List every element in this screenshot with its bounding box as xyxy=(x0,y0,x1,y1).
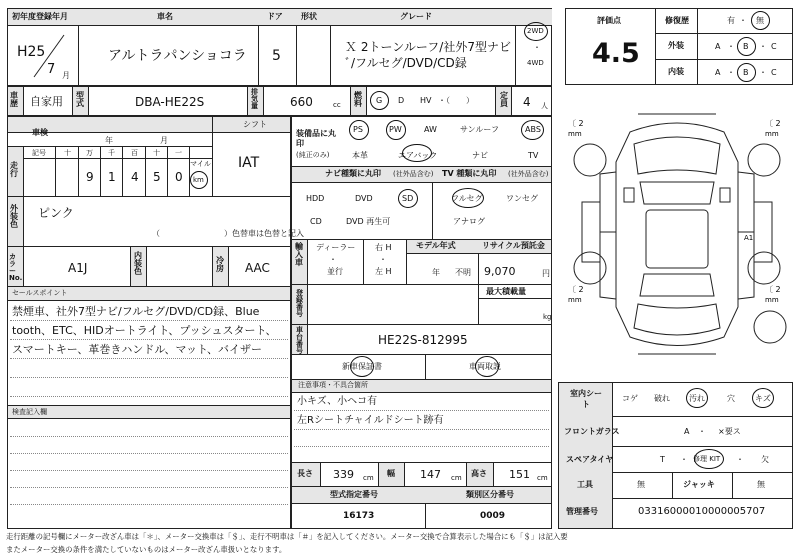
shift-label: シフト xyxy=(243,120,267,129)
svg-text:〔 2: 〔 2 xyxy=(765,119,781,128)
color-label: 外装色 xyxy=(10,204,18,229)
chassis-value: HE22S-812995 xyxy=(378,333,468,347)
tools-label: 工具 xyxy=(577,480,593,489)
sales-line-3: スマートキー、革巻きハンドル、マット、バイザー xyxy=(12,343,263,356)
tv-analog: アナログ xyxy=(453,217,485,226)
chassis-label: 車台番号 xyxy=(296,326,303,355)
height-value: 151 xyxy=(509,468,530,481)
spec-number: 16173 xyxy=(343,511,375,521)
length-label: 長さ xyxy=(297,469,313,478)
interior-grade: B xyxy=(743,68,749,77)
interior-color-label: 内装色 xyxy=(134,251,142,276)
seat-label: 室内シート xyxy=(570,389,602,410)
equip-leather: 本革 xyxy=(352,151,368,160)
navi-hdd: HDD xyxy=(306,194,325,203)
svg-text:〔 2: 〔 2 xyxy=(568,285,584,294)
equip-navi: ナビ xyxy=(472,151,488,160)
equip-pw: PW xyxy=(389,125,402,134)
color-no-value: A1J xyxy=(68,261,88,275)
door-label: ドア xyxy=(267,12,283,21)
svg-text:mm: mm xyxy=(765,130,779,138)
color-note: （ ）色替車は色替と記入 xyxy=(152,229,304,238)
height-label: 高さ xyxy=(471,469,487,478)
score-label: 評価点 xyxy=(597,16,621,25)
footer-note-2: またメーター交換の条件を満たしていないものはメーター改ざん車扱いとなります。 xyxy=(6,545,287,554)
svg-text:mm: mm xyxy=(568,296,582,304)
model-year-label: モデル年式 xyxy=(416,241,456,250)
notes-label: 注意事項・不具合箇所 xyxy=(298,381,368,389)
repair-history-label: 修復歴 xyxy=(665,16,689,25)
notes-line-1: 小キズ、小ヘコ有 xyxy=(297,396,378,407)
navi-dvd-play: DVD 再生可 xyxy=(346,217,391,226)
grade-label: グレード xyxy=(400,12,432,21)
first-reg-label: 初年度登録年月 xyxy=(12,12,68,21)
color-no-label: カラーNo. xyxy=(9,253,23,282)
left-block xyxy=(7,116,291,529)
interior-label: 内装 xyxy=(668,67,684,76)
displacement-value: 660 xyxy=(290,95,313,109)
damage-marker-a1: A1 xyxy=(744,234,754,242)
class-number: 0009 xyxy=(480,511,506,521)
sales-points-label: セールスポイント xyxy=(12,289,68,297)
equip-ps: PS xyxy=(353,125,363,134)
mileage-digit-5: 0 xyxy=(175,170,183,184)
tv-label: TV 種類に丸印 xyxy=(442,169,497,178)
mileage-digit-2: 1 xyxy=(108,170,116,184)
navi-cd: CD xyxy=(310,217,322,226)
width-value: 147 xyxy=(420,468,441,481)
jack-value: 無 xyxy=(757,480,765,489)
equip-abs: ABS xyxy=(525,125,541,134)
inspection-label: 車検 xyxy=(32,128,48,137)
first-reg-month: 7 xyxy=(47,62,56,77)
spec-number-label: 型式指定番号 xyxy=(330,490,378,499)
recycle-label: リサイクル預託金 xyxy=(482,241,545,250)
mileage-digit-1: 9 xyxy=(86,170,94,184)
registration-label: 登録番号 xyxy=(296,289,303,318)
equip-airbag: エアバック xyxy=(398,151,438,160)
ac-value: AAC xyxy=(245,261,270,275)
shift-value: IAT xyxy=(238,155,260,171)
model-value: DBA-HE22S xyxy=(135,95,205,109)
grade-line-2: ﾞ/フルセグ/DVD/CD録 xyxy=(345,56,467,70)
month-unit: 月 xyxy=(62,71,70,80)
tools-value: 無 xyxy=(637,480,645,489)
model-label: 型式 xyxy=(76,91,84,108)
shape-label: 形状 xyxy=(301,12,317,21)
sales-line-2: tooth、ETC、HIDオートライト、プッシュスタート、 xyxy=(12,324,277,337)
svg-text:mm: mm xyxy=(568,130,582,138)
car-name-label: 車名 xyxy=(157,12,173,21)
inspection-records-label: 検査記入欄 xyxy=(12,408,47,416)
svg-text:〔 2: 〔 2 xyxy=(765,285,781,294)
fuel-label: 燃料 xyxy=(354,91,362,108)
exterior-grade: B xyxy=(743,42,749,51)
class-number-label: 類別区分番号 xyxy=(466,490,514,499)
manual-label: 車両取説 xyxy=(469,362,501,371)
equip-tv: TV xyxy=(528,151,539,160)
displacement-label: 排気量 xyxy=(251,88,258,110)
usage-label: 車歴 xyxy=(10,91,18,108)
evaluation-score: 4.5 xyxy=(592,38,640,69)
drive-4wd: 4WD xyxy=(527,59,544,67)
color-value: ピンク xyxy=(38,206,74,220)
mm-mark-1: 〔 2 xyxy=(568,119,584,128)
repair-no: 無 xyxy=(756,16,764,25)
equipment-label: 装備品に丸印 xyxy=(296,129,336,149)
tv-fullseg: フルセグ xyxy=(451,194,483,203)
usage-value: 自家用 xyxy=(30,95,63,108)
repair-yes: 有 xyxy=(727,16,735,25)
navi-dvd: DVD xyxy=(355,194,373,203)
mileage-label: 走行 xyxy=(10,161,18,178)
seat-scratch: キズ xyxy=(755,394,771,403)
navi-sd: SD xyxy=(402,194,414,203)
warranty-label: 新車保証書 xyxy=(342,362,382,371)
grade-line-1: Ｘ 2トーンルーフ/社外7型ナビ xyxy=(345,40,511,54)
jack-label: ジャッキ xyxy=(683,480,715,489)
windshield-label: フロントガラス xyxy=(564,427,620,436)
recycle-value: 9,070 xyxy=(484,265,516,278)
max-load-label: 最大積載量 xyxy=(486,287,526,296)
management-number: 03316000010000005707 xyxy=(638,506,766,517)
km-unit: km xyxy=(193,176,204,184)
equip-aw: AW xyxy=(424,125,437,134)
management-label: 管理番号 xyxy=(566,507,598,516)
import-label: 輸入車 xyxy=(295,242,303,267)
seat-dirty: 汚れ xyxy=(689,394,705,403)
drive-2wd: 2WD xyxy=(527,27,544,35)
capacity-label: 定員 xyxy=(500,91,508,108)
navi-label: ナビ種類に丸印 xyxy=(325,169,381,178)
first-reg-era: H25 xyxy=(17,44,46,60)
door-count: 5 xyxy=(272,48,281,64)
mileage-digit-4: 5 xyxy=(153,170,161,184)
capacity-value: 4 xyxy=(523,95,531,109)
exterior-label: 外装 xyxy=(668,41,684,50)
width-label: 幅 xyxy=(387,469,395,478)
mileage-digit-3: 4 xyxy=(131,170,139,184)
fuel-gas: G xyxy=(376,96,383,105)
footer-note-1: 走行距離の記号欄にメーター改ざん車は「＊」、メーター交換車は「＄」、走行不明車は「＃」を記入してください。メーター交換で合算表示した場合にも「＄」は記入要 xyxy=(6,532,568,541)
equip-sunroof: サンルーフ xyxy=(460,125,499,134)
tv-oneseg: ワンセグ xyxy=(506,194,538,203)
spare-kit: 修理 KIT xyxy=(693,455,721,463)
vehicle-damage-diagram xyxy=(560,92,795,377)
svg-text:mm: mm xyxy=(765,296,779,304)
ac-label: 冷房 xyxy=(216,256,224,273)
car-name: アルトラパンショコラ xyxy=(108,48,247,64)
length-value: 339 xyxy=(333,468,354,481)
sales-line-1: 禁煙車、社外7型ナビ/フルセグ/DVD/CD録、Blue xyxy=(12,305,260,318)
spare-label: スペアタイヤ xyxy=(566,455,614,464)
notes-line-2: 左Rシートチャイルドシート跡有 xyxy=(297,415,444,426)
